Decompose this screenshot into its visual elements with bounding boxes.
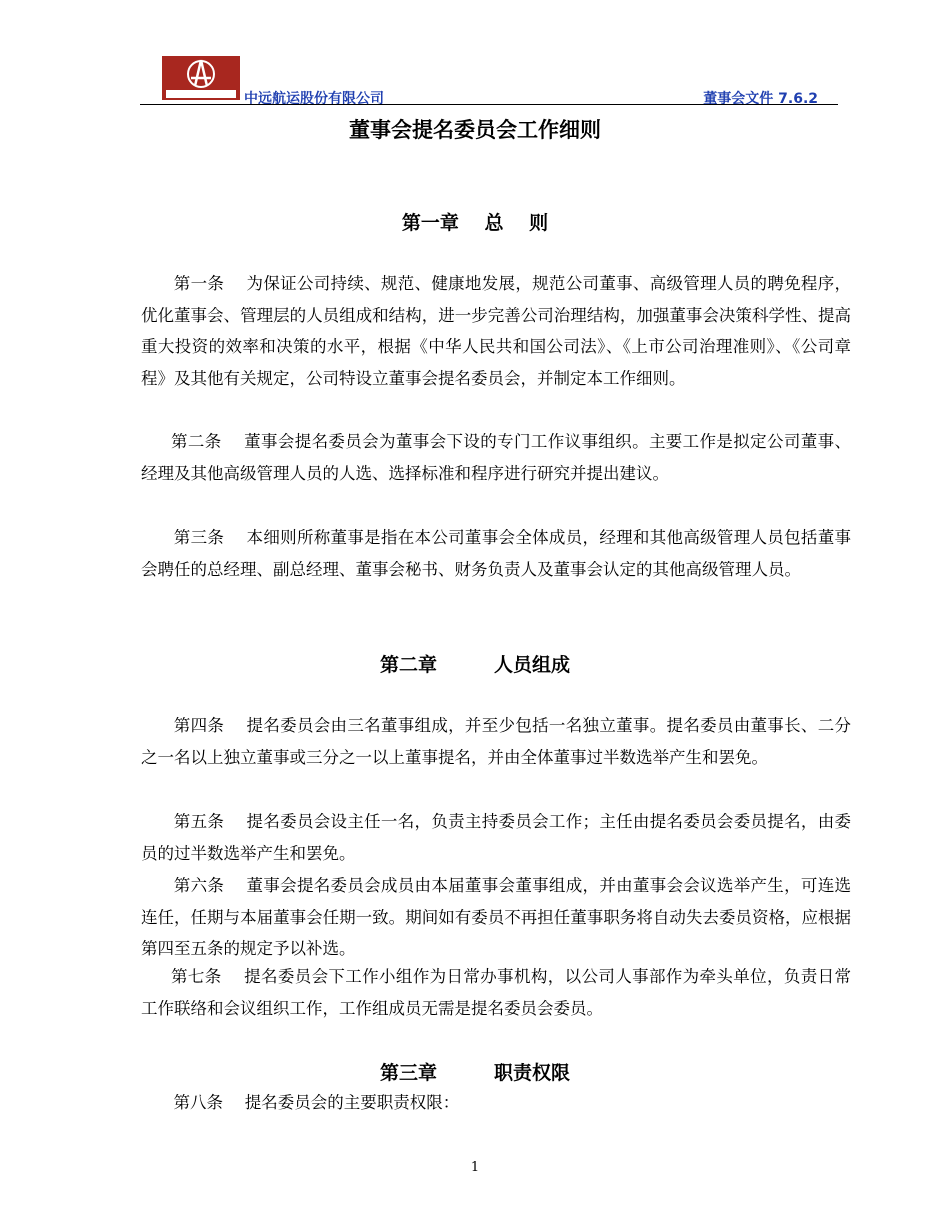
cosco-logo xyxy=(162,56,240,100)
article-label: 第八条 xyxy=(157,1093,223,1112)
article-text: 董事会提名委员会为董事会下设的专门工作议事组织。主要工作是拟定公司董事、经理及其他高级管理人员的人选、选择标准和程序进行研究并提出建议。 xyxy=(141,432,851,483)
chapter-2-heading: 第二章 人员组成 xyxy=(379,654,570,676)
page-header xyxy=(140,56,838,106)
article-5 xyxy=(141,806,851,869)
chapter-3-heading: 第三章 职责权限 xyxy=(379,1062,570,1084)
article-text: 提名委员会的主要职责权限： xyxy=(244,1093,460,1112)
article-2 xyxy=(141,426,851,489)
article-3 xyxy=(141,522,851,585)
article-label: 第五条 xyxy=(157,812,225,831)
company-name: 中远航运股份有限公司 xyxy=(244,91,384,107)
article-label: 第六条 xyxy=(157,876,225,895)
article-text: 提名委员会下工作小组作为日常办事机构，以公司人事部作为牵头单位，负责日常工作联络和会议组织工作，工作组成员无需是提名委员会委员。 xyxy=(141,967,851,1018)
article-7 xyxy=(141,961,851,1024)
article-label: 第四条 xyxy=(157,716,225,735)
document-title: 董事会提名委员会工作细则 xyxy=(349,118,601,142)
header-rule xyxy=(140,104,838,105)
chapter-1-heading: 第一章 总 则 xyxy=(401,212,549,234)
article-6 xyxy=(141,870,851,965)
article-text: 提名委员会设主任一名，负责主持委员会工作；主任由提名委员会委员提名，由委员的过半数选举产生和罢免。 xyxy=(141,812,852,863)
article-text: 董事会提名委员会成员由本届董事会董事组成，并由董事会会议选举产生，可连选连任，任期与本届董事会任期一致。期间如有委员不再担任董事职务将自动失去委员资格，应根据第四至五条的规定予以补选。 xyxy=(141,876,852,958)
article-text: 为保证公司持续、规范、健康地发展，规范公司董事、高级管理人员的聘免程序，优化董事会、管理层的人员组成和结构，进一步完善公司治理结构，加强董事会决策科学性、提高重大投资的效率和决策的水平，根据《中华人民共和国公司法》、《上市公司治理准则》、《公司章程》及其他有关规定，公司特设立董事会提名委员会，并制定本工作细则。 xyxy=(141,274,852,388)
article-label: 第一条 xyxy=(157,274,225,293)
article-4 xyxy=(141,710,851,773)
article-text: 提名委员会由三名董事组成，并至少包括一名独立董事。提名委员由董事长、二分之一名以上独立董事或三分之一以上董事提名，并由全体董事过半数选举产生和罢免。 xyxy=(141,716,852,767)
article-label: 第七条 xyxy=(171,967,222,986)
article-8 xyxy=(141,1087,851,1119)
article-label: 第三条 xyxy=(157,528,225,547)
page-number: 1 xyxy=(470,1160,480,1175)
article-text: 本细则所称董事是指在本公司董事会全体成员，经理和其他高级管理人员包括董事会聘任的总经理、副总经理、董事会秘书、财务负责人及董事会认定的其他高级管理人员。 xyxy=(141,528,852,579)
article-1 xyxy=(141,268,851,394)
article-label: 第二条 xyxy=(171,432,222,451)
document-number: 董事会文件 7.6.2 xyxy=(703,91,818,107)
